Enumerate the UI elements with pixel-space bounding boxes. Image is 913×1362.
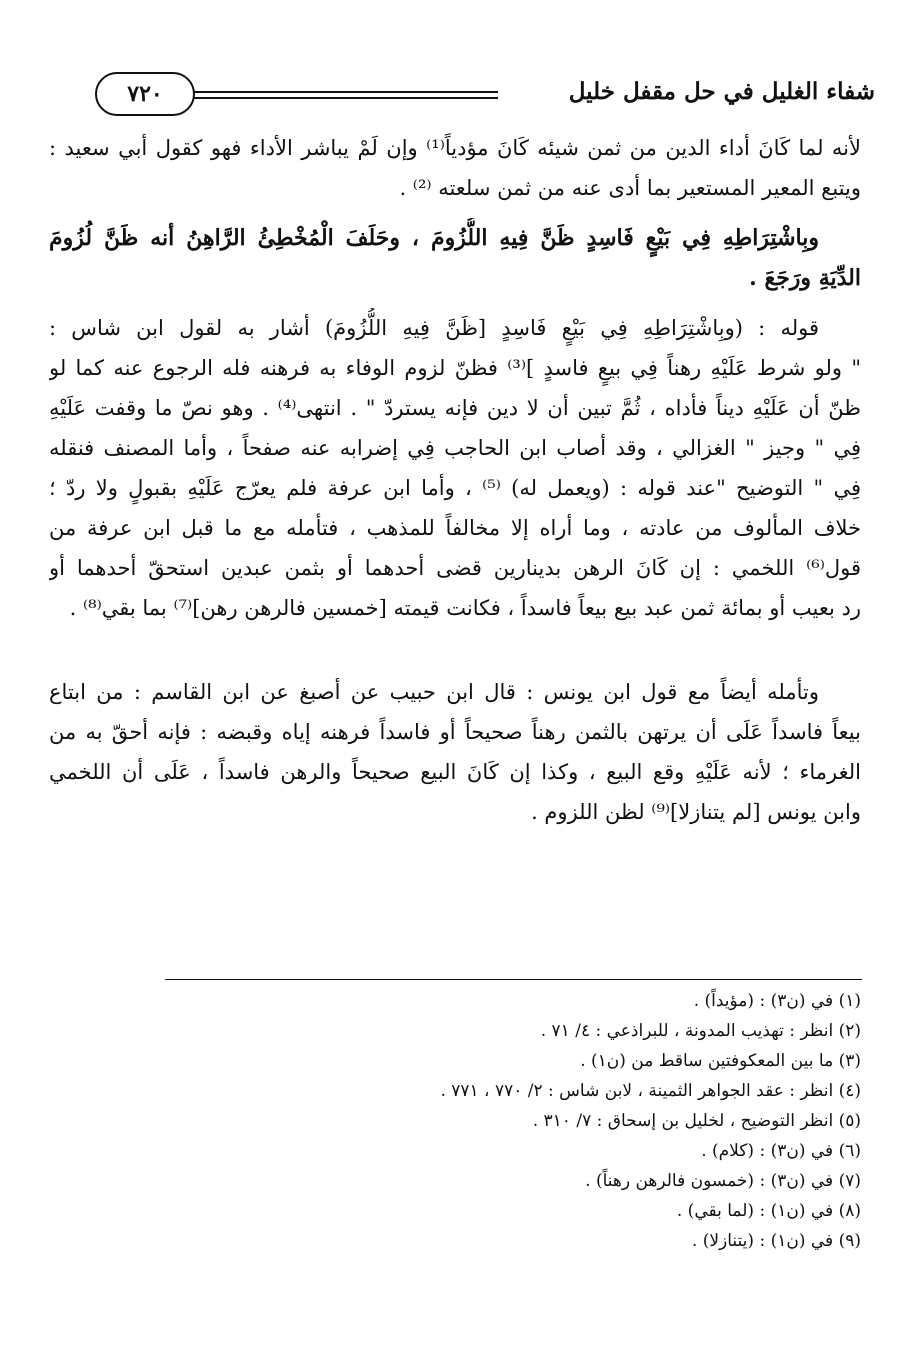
text-line: قوله : (وبِاشْتِرَاطِهِ فِي بَيْعٍ فَاسِدٍ [ظَنَّ فِيهِ اللُّزُومَ) أشار به لقول ابن شاس :	[49, 316, 819, 340]
header-double-rule	[193, 91, 498, 99]
footnotes	[49, 986, 861, 1256]
page-number: ٧٢٠	[95, 72, 195, 116]
footnote: (٥) انظر التوضيح ، لخليل بن إسحاق : ٧/ ٣١٠ .	[532, 1111, 861, 1131]
text-line: الغرماء ؛ لأنه عَلَيْهِ وقع البيع ، وكذا إن كَانَ البيع صحيحاً والرهن فاسداً ، عَلَى أن اللخمي	[49, 760, 861, 784]
matn-line: الدِّيَةِ ورَجَعَ .	[749, 265, 861, 291]
page-header	[95, 70, 875, 122]
text-line: لأنه لما كَانَ أداء الدين من ثمن شيئه كَانَ مؤدياً⁽¹⁾ وإن لَمْ يباشر الأداء فهو كقول أبي سعيد :	[49, 136, 861, 160]
footnote-separator	[165, 979, 862, 980]
text-line: فِي " التوضيح "عند قوله : (ويعمل له) ⁽⁵⁾ ، وأما ابن عرفة فلم يعرّج عَلَيْهِ بقبولٍ ولا ردّ ؛	[49, 476, 861, 500]
text-line: رد بعيب أو بمائة ثمن عبد بيع بيعاً فاسداً ، فكانت قيمته [خمسين فالرهن رهن]⁽⁷⁾ بما بقي⁽⁸⁾ .	[69, 596, 861, 620]
main-text	[49, 128, 861, 832]
matn-line: وبِاشْتِرَاطِهِ فِي بَيْعٍ فَاسِدٍ ظَنَّ فِيهِ اللُّزُومَ ، وحَلَفَ الْمُخْطِئُ الرَّاهِنُ أنه ظَنَّ لُزُومَ	[49, 225, 819, 251]
text-line: وابن يونس [لم يتنازلا]⁽⁹⁾ لظن اللزوم .	[531, 800, 861, 824]
footnote: (٦) في (ن٣) : (كلام) .	[701, 1141, 861, 1161]
footnote: (٢) انظر : تهذيب المدونة ، للبراذعي : ٤/ ٧١ .	[540, 1021, 861, 1041]
text-line: خلاف المألوف من عادته ، وما أراه إلا مخالفاً للمذهب ، فتأمله مع ما قبل ابن عرفة من	[49, 516, 861, 540]
text-line: ظنّ أن عَلَيْهِ ديناً فأداه ، ثُمَّ تبين أن لا دين فإنه يستردّ " . انتهى⁽⁴⁾ . وهو نصّ ما وقفت عَلَيْهِ	[49, 396, 861, 420]
text-line: قول⁽⁶⁾ اللخمي : إن كَانَ الرهن بدينارين قضى أحدهما أو بثمن عبدين استحقّ أحدهما أو	[49, 556, 861, 580]
footnote: (٨) في (ن١) : (لما بقي) .	[676, 1201, 861, 1221]
running-title: شفاء الغليل في حل مقفل خليل	[568, 78, 875, 105]
footnote: (١) في (ن٣) : (مؤيداً) .	[693, 991, 861, 1011]
text-line: بيعاً فاسداً عَلَى أن يرتهن بالثمن رهناً صحيحاً أو فاسداً فرهنه إياه وقبضه : فإنه أحقّ به من	[49, 720, 861, 744]
text-line: " ولو شرط عَلَيْهِ رهناً فِي بيعٍ فاسدٍ ]⁽³⁾ فظنّ لزوم الوفاء به فرهنه فله الرجوع عنه كما لو	[49, 356, 861, 380]
text-line: فِي " وجيز " الغزالي ، وقد أصاب ابن الحاجب فِي إضرابه عنه صفحاً ، وأما المصنف فنقله	[49, 436, 861, 460]
footnote: (٣) ما بين المعكوفتين ساقط من (ن١) .	[580, 1051, 861, 1071]
text-line: وتأمله أيضاً مع قول ابن يونس : قال ابن حبيب عن أصبغ عن ابن القاسم : من ابتاع	[49, 680, 819, 704]
footnote: (٤) انظر : عقد الجواهر الثمينة ، لابن شاس : ٢/ ٧٧٠ ، ٧٧١ .	[440, 1081, 861, 1101]
footnote: (٩) في (ن١) : (يتنازلا) .	[691, 1231, 861, 1251]
text-line: ويتبع المعير المستعير بما أدى عنه من ثمن سلعته ⁽²⁾ .	[399, 176, 861, 200]
footnote: (٧) في (ن٣) : (خمسون فالرهن رهناً) .	[585, 1171, 861, 1191]
